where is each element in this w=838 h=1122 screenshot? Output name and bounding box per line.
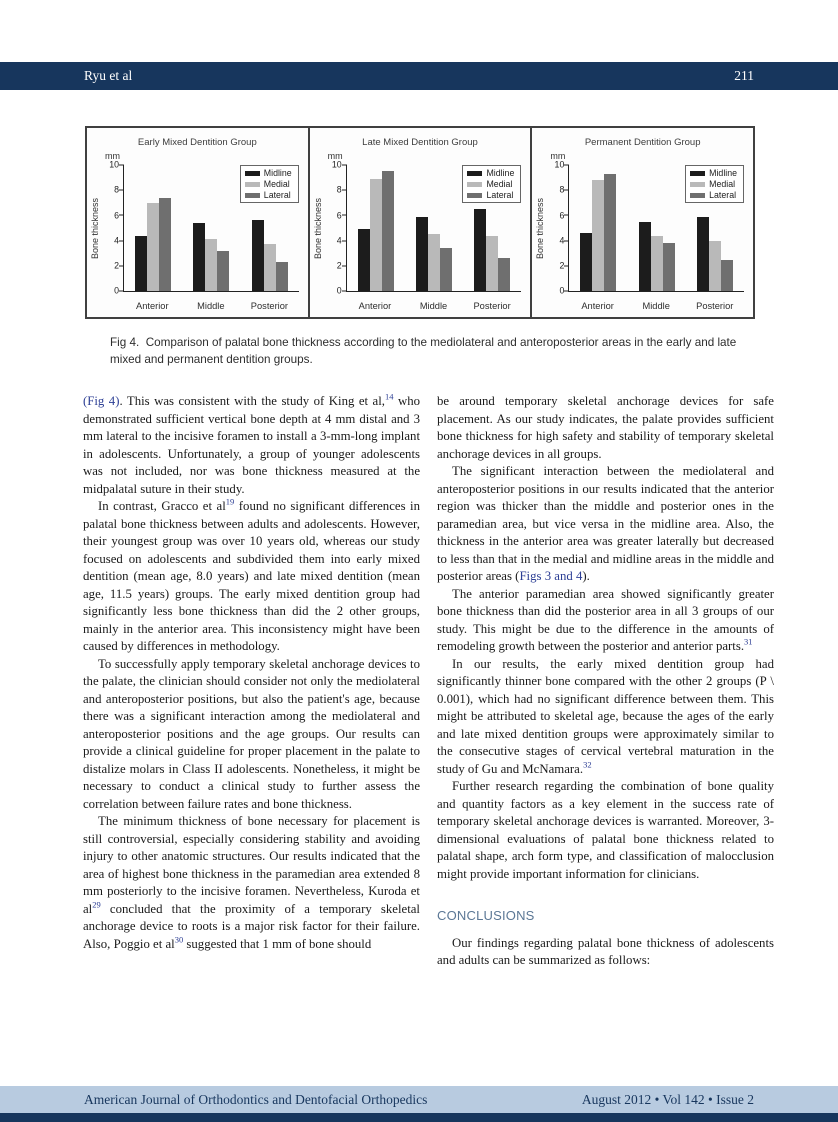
- bar-anterior-medial: [370, 179, 382, 291]
- bar-anterior-medial: [592, 180, 604, 291]
- legend-label: Lateral: [486, 190, 514, 200]
- legend-swatch: [690, 193, 705, 198]
- bar-anterior-medial: [147, 203, 159, 291]
- body-text: Our findings regarding palatal bone thickness of adolescents and adults can be summarized as follows:: [437, 935, 774, 967]
- reference-superscript[interactable]: 31: [744, 636, 753, 647]
- y-tick-label: 8: [114, 184, 119, 195]
- y-tick-mark: [564, 215, 569, 216]
- legend-label: Medial: [709, 179, 736, 189]
- legend-swatch: [690, 171, 705, 176]
- paragraph: [437, 656, 774, 779]
- legend-entry-medial: [690, 179, 737, 189]
- legend-label: Medial: [486, 179, 513, 189]
- bar-middle-lateral: [217, 251, 229, 291]
- y-tick-label: 8: [336, 184, 342, 195]
- y-axis-label: Bone thickness: [312, 197, 323, 260]
- bar-group-anterior: [569, 165, 627, 291]
- chart-legend: [240, 165, 299, 203]
- x-label-middle: Middle: [642, 301, 670, 311]
- body-text: suggested that 1 mm of bone should: [183, 936, 372, 951]
- reference-superscript[interactable]: 29: [92, 899, 101, 910]
- body-text: . This was consistent with the study of King et al,: [119, 394, 385, 408]
- bar-posterior-midline: [252, 220, 264, 291]
- bar-anterior-lateral: [604, 174, 616, 291]
- bar-middle-lateral: [440, 248, 452, 291]
- legend-swatch: [467, 171, 482, 176]
- y-tick-mark: [564, 265, 569, 266]
- body-text: ).: [582, 569, 590, 583]
- paragraph: [437, 393, 774, 463]
- legend-swatch: [690, 182, 705, 187]
- bar-posterior-midline: [474, 209, 486, 291]
- y-tick-label: 10: [554, 159, 565, 170]
- text-column-right: [437, 393, 774, 970]
- figure-4-charts: [85, 126, 755, 319]
- chart-plot-area: [109, 159, 299, 296]
- bar-middle-medial: [651, 236, 663, 291]
- running-head-page-number: 211: [734, 68, 754, 83]
- y-tick-mark: [342, 291, 347, 292]
- y-tick-mark: [119, 165, 124, 166]
- bar-anterior-midline: [135, 236, 147, 291]
- bar-middle-lateral: [663, 243, 675, 291]
- x-label-middle: Middle: [419, 301, 448, 311]
- chart-panel-permanent-dentition-group: [532, 128, 753, 317]
- paragraph: [437, 586, 774, 656]
- body-text: Further research regarding the combination of bone quality and quantity factors as a key element in the success rate of temporary skeletal anchorage devices is warranted. Moreover, 3-dimensional evaluations of palatal bone thickness related to palatal shape, arch form type, and classification of malocclusion might provide important information for clinicians.: [437, 779, 774, 881]
- y-tick-mark: [342, 265, 347, 266]
- body-text: The anterior paramedian area showed significantly greater bone thickness than did the posterior area in all 3 groups of our study. This might be due to the difference in the amounts of remodeling growth between the posterior and anterior parts.: [437, 586, 774, 653]
- legend-entry-lateral: [467, 190, 514, 200]
- article-body: [83, 393, 774, 970]
- bar-middle-medial: [205, 239, 217, 291]
- footer-issue-info: August 2012 • Vol 142 • Issue 2: [581, 1091, 754, 1107]
- legend-entry-medial: [245, 179, 292, 189]
- y-tick-label: 6: [114, 210, 119, 221]
- legend-label: Midline: [486, 168, 515, 178]
- y-tick-mark: [119, 190, 124, 191]
- running-head-author: Ryu et al: [84, 68, 133, 83]
- figure-caption-text: Comparison of palatal bone thickness according to the mediolateral and anteroposterior areas in the early and late mixed and permanent dentition groups.: [110, 336, 737, 366]
- x-axis-labels: [568, 301, 744, 311]
- legend-swatch: [467, 182, 482, 187]
- bar-anterior-lateral: [159, 198, 171, 291]
- paragraph: [83, 813, 420, 953]
- body-text: The significant interaction between the mediolateral and anteroposterior positions in our results indicated that the anterior region was thicker than the middle and posterior ones in the paramedian area, but vice versa in the midline area. Also, the thickness in the anterior area was greater laterally but decreased to less than that in the medial and midline areas in the middle and posterior areas (: [437, 464, 774, 583]
- figure-reference-link[interactable]: (Fig 4): [83, 394, 120, 408]
- bar-posterior-medial: [486, 236, 498, 291]
- legend-swatch: [467, 193, 482, 198]
- x-label-posterior: Posterior: [473, 301, 511, 311]
- x-label-anterior: Anterior: [136, 301, 169, 311]
- bar-posterior-medial: [264, 244, 276, 291]
- body-text: To successfully apply temporary skeletal anchorage devices to the palate, the clinician should consider not only the mediolateral and anteroposterior positions, but also the patient's age, because there was a significant interaction among the mediolateral and anteroposterior positions and the age groups. Our results can provide a clinical guideline for proper placement in the palate to distalize molars in Class II adolescents. Nonetheless, it might be necessary to conduct a clinical study to further assess the correlation between failure rates and bone thickness.: [83, 656, 420, 811]
- chart-plot-area: [331, 159, 522, 296]
- paragraph: [83, 393, 420, 498]
- y-tick-label: 0: [114, 285, 119, 296]
- y-tick-mark: [119, 215, 124, 216]
- bar-anterior-midline: [580, 233, 592, 291]
- y-tick-label: 6: [336, 210, 342, 221]
- x-axis-labels: [123, 301, 299, 311]
- body-text: The minimum thickness of bone necessary for placement is still controversial, especially considering stability and avoiding injury to other anatomic structures. Our results indicated that the area of highest bone thickness in the paramedian area extended 8 mm posteriorly to the incisive foramen. Nevertheless, Kuroda et al: [83, 814, 420, 916]
- y-tick-mark: [564, 291, 569, 292]
- bar-posterior-medial: [709, 241, 721, 291]
- chart-plot-area: [554, 159, 744, 296]
- y-tick-label: 8: [559, 184, 565, 195]
- running-head: [0, 62, 838, 90]
- bar-posterior-lateral: [498, 258, 510, 291]
- legend-entry-midline: [245, 168, 292, 178]
- legend-label: Lateral: [263, 190, 291, 200]
- section-heading-conclusions: CONCLUSIONS: [437, 908, 535, 923]
- y-tick-mark: [342, 240, 347, 241]
- bar-posterior-lateral: [276, 262, 288, 291]
- bottom-strip: [0, 1113, 838, 1122]
- reference-superscript[interactable]: 19: [225, 496, 235, 507]
- bar-anterior-midline: [358, 229, 370, 291]
- body-text: In our results, the early mixed dentition group had significantly thinner bone compared with the other 2 groups (P \ 0.001), which had no significant difference between them. This might be attributed to skeletal age, because the ages of the early and late mixed dentition groups were approximately similar to the consecutive stages of cervical vertebral maturation in the study of Gu and McNamara.: [437, 656, 774, 776]
- bar-group-middle: [182, 165, 240, 291]
- y-tick-label: 4: [559, 235, 565, 246]
- bar-middle-midline: [416, 217, 428, 291]
- y-tick-mark: [342, 165, 347, 166]
- bar-anterior-lateral: [382, 171, 394, 291]
- legend-label: Midline: [263, 168, 292, 178]
- bar-group-middle: [405, 165, 463, 291]
- legend-entry-midline: [467, 168, 514, 178]
- bar-group-anterior: [347, 165, 405, 291]
- y-tick-mark: [564, 165, 569, 166]
- y-tick-label: 2: [559, 260, 565, 271]
- page-footer: [0, 1086, 838, 1113]
- legend-label: Lateral: [709, 190, 737, 200]
- figure-caption: [110, 334, 765, 368]
- bar-group-middle: [628, 165, 686, 291]
- y-axis-unit: mm: [327, 151, 343, 161]
- chart-title: Permanent Dentition Group: [584, 137, 701, 148]
- figure-reference-link[interactable]: Figs 3 and 4: [519, 569, 583, 583]
- footer-journal-title: American Journal of Orthodontics and Dentofacial Orthopedics: [84, 1091, 428, 1107]
- y-tick-mark: [342, 190, 347, 191]
- legend-label: Midline: [709, 168, 738, 178]
- legend-label: Medial: [263, 179, 290, 189]
- y-tick-label: 2: [114, 260, 119, 271]
- bar-middle-midline: [639, 222, 651, 291]
- legend-entry-lateral: [690, 190, 737, 200]
- y-tick-label: 6: [559, 210, 565, 221]
- y-tick-mark: [342, 215, 347, 216]
- x-axis-labels: [346, 301, 522, 311]
- figure-caption-label: Fig 4.: [110, 336, 140, 349]
- body-text: concluded that the proximity of a temporary skeletal anchorage device to roots is a major risk factor for their failure. Also, Poggio et al: [83, 901, 420, 951]
- y-tick-label: 4: [114, 235, 119, 246]
- x-label-middle: Middle: [197, 301, 225, 311]
- chart-title: Early Mixed Dentition Group: [137, 137, 257, 148]
- body-text: In contrast, Gracco et al: [98, 499, 226, 513]
- y-axis-label: Bone thickness: [535, 197, 546, 260]
- legend-swatch: [245, 182, 260, 187]
- x-label-posterior: Posterior: [696, 301, 734, 311]
- reference-superscript[interactable]: 32: [583, 759, 592, 770]
- body-text: found no significant differences in palatal bone thickness between adults and adolescents. However, their youngest group was over 10 years old, whereas our study focused on adolescents and subdivided them into early mixed dentition (mean age, 8.0 years) and late mixed dentition (mean age, 11.5 years) groups. The early mixed dentition group had significantly less bone thickness than did the 2 other groups, mainly in the anterior area. This inconsistency might have been caused by differences in methodology.: [83, 499, 420, 653]
- legend-swatch: [245, 171, 260, 176]
- x-label-anterior: Anterior: [581, 301, 614, 311]
- x-label-anterior: Anterior: [358, 301, 392, 311]
- y-tick-label: 10: [109, 159, 119, 170]
- y-tick-mark: [119, 291, 124, 292]
- y-tick-label: 10: [331, 159, 342, 170]
- body-text: who demonstrated sufficient vertical bone depth at 4 mm distal and 3 mm lateral to the incisive foramen to install a 3-mm-long implant in adolescents. Unfortunately, a group of younger adolescents was not included, nor was bone thickness measured at the midpalatal suture in their study.: [83, 394, 420, 496]
- chart-panel-early-mixed-dentition-group: [87, 128, 310, 317]
- y-axis-label: Bone thickness: [90, 197, 100, 260]
- chart-legend: [685, 165, 744, 203]
- bar-middle-midline: [193, 223, 205, 291]
- bar-middle-medial: [428, 234, 440, 291]
- legend-entry-medial: [467, 179, 514, 189]
- bar-posterior-midline: [697, 217, 709, 291]
- paragraph: [83, 498, 420, 656]
- chart-legend: [462, 165, 521, 203]
- bar-group-anterior: [124, 165, 182, 291]
- y-tick-mark: [564, 240, 569, 241]
- y-tick-mark: [119, 265, 124, 266]
- y-tick-mark: [564, 190, 569, 191]
- y-tick-label: 0: [336, 285, 342, 296]
- y-tick-label: 4: [336, 235, 342, 246]
- chart-title: Late Mixed Dentition Group: [362, 137, 478, 148]
- paragraph: [437, 935, 774, 970]
- paragraph: [437, 778, 774, 883]
- y-tick-mark: [119, 240, 124, 241]
- reference-superscript[interactable]: 30: [174, 934, 184, 945]
- bar-posterior-lateral: [721, 260, 733, 292]
- paragraph: [83, 656, 420, 814]
- y-tick-label: 2: [336, 260, 342, 271]
- legend-entry-midline: [690, 168, 737, 178]
- reference-superscript[interactable]: 14: [384, 391, 394, 402]
- paragraph: [437, 463, 774, 586]
- chart-panel-late-mixed-dentition-group: [310, 128, 533, 317]
- x-label-posterior: Posterior: [250, 301, 288, 311]
- text-column-left: [83, 393, 420, 970]
- y-axis-unit: mm: [550, 151, 566, 161]
- y-axis-unit: mm: [105, 151, 120, 161]
- legend-swatch: [245, 193, 260, 198]
- body-text: be around temporary skeletal anchorage devices for safe placement. As our study indicates, the palate provides sufficient bone thickness for high safety and stability of temporary skeletal anchorage devices in all groups.: [437, 394, 774, 461]
- y-tick-label: 0: [559, 285, 565, 296]
- legend-entry-lateral: [245, 190, 292, 200]
